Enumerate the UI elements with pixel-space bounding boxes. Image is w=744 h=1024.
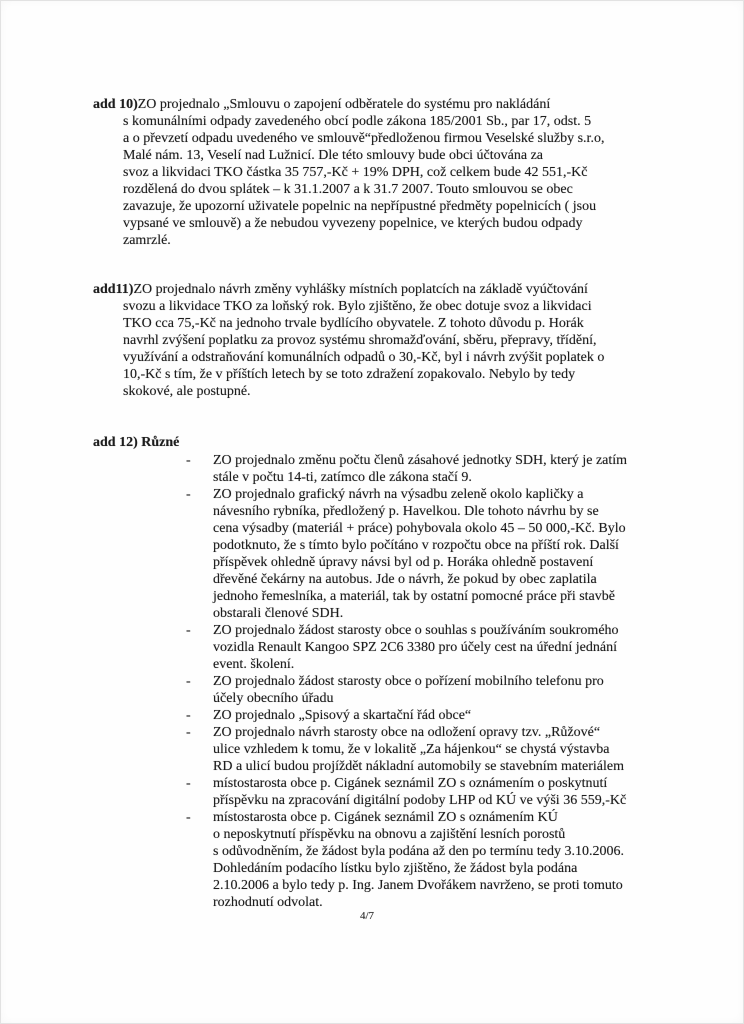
dash-bullet: - <box>186 623 191 638</box>
list-item-line: ZO projednalo žádost starosty obce o pořízení mobilního telefonu pro <box>213 674 604 689</box>
list-item-text <box>213 452 676 486</box>
list-item-line: návesního rybníka, předložený p. Havelkou. Dle tohoto návrhu by se <box>213 504 599 519</box>
paragraph-line: zavazuje, že upozorní uživatele popelnic na nepřípustné předměty popelnicích ( jsou <box>123 199 597 214</box>
dash-bullet: - <box>186 810 191 825</box>
paragraph-first-line <box>93 281 673 298</box>
paragraph-line: využívání a odstraňování komunálních odpadů o 30,-Kč, byl i návrh zvýšit poplatek o <box>123 350 605 365</box>
list-item-line: obstarali členové SDH. <box>213 606 344 621</box>
list-item-line: místostarosta obce p. Cigánek seznámil ZO s oznámením KÚ <box>213 810 558 825</box>
list-item <box>186 673 676 707</box>
paragraph-line: s komunálními odpady zavedeného obcí podle zákona 185/2001 Sb., par 17, odst. 5 <box>123 114 592 129</box>
paragraph-line: navrhl zvýšení poplatku za provoz systému shromažďování, sběru, přepravy, třídění, <box>123 333 597 348</box>
paragraph-add-10 <box>93 96 673 249</box>
paragraph-line: zamrzlé. <box>123 233 171 248</box>
list-item-line: ZO projednalo žádost starosty obce o souhlas s používáním soukromého <box>213 623 619 638</box>
list-item-line: ZO projednalo „Spisový a skartační řád obce“ <box>213 708 472 723</box>
list-item-line: jednoho řemeslníka, a materiál, tak by ostatní pomocné práce při stavbě <box>213 589 615 604</box>
list-item <box>186 707 676 724</box>
list-item-line: s odůvodněním, že žádost byla podána až den po termínu tedy 3.10.2006. <box>213 844 624 859</box>
paragraph-text: ZO projednalo návrh změny vyhlášky místních poplatcích na základě vyúčtování <box>133 282 588 297</box>
list-item-line: rozhodnutí odvolat. <box>213 895 323 910</box>
list-item-line: RD a ulicí budou projíždět nákladní automobily se stavebním materiálem <box>213 759 624 774</box>
list-item-line: ZO projednalo grafický návrh na výsadbu zeleně okolo kapličky a <box>213 487 584 502</box>
paragraph-line: rozdělená do dvou splátek – k 31.1.2007 a k 31.7 2007. Touto smlouvou se obec <box>123 182 573 197</box>
paragraph-line: vypsané ve smlouvě) a že nebudou vyvezeny popelnice, ve kterých budou odpady <box>123 216 583 231</box>
list-item-text <box>213 673 676 707</box>
paragraph-line: TKO cca 75,-Kč na jednoho trvale bydlícího obyvatele. Z tohoto důvodu p. Horák <box>123 316 584 331</box>
list-item-line: cena výsadby (materiál + práce) pohybovala okolo 45 – 50 000,-Kč. Bylo <box>213 521 626 536</box>
list-item-line: stále v počtu 14-ti, zatímco dle zákona stačí 9. <box>213 470 472 485</box>
list-item-line: místostarosta obce p. Cigánek seznámil ZO s oznámením o poskytnutí <box>213 776 608 791</box>
dash-bullet: - <box>186 674 191 689</box>
list-item <box>186 452 676 486</box>
list-item-line: 2.10.2006 a bylo tedy p. Ing. Janem Dvořákem navrženo, se proti tomuto <box>213 878 623 893</box>
list-item-line: dřevěné čekárny na autobus. Jde o návrh, že pokud by obec zaplatila <box>213 572 597 587</box>
list-item-line: příspěvek ohledně úpravy návsi byl od p. Horáka ohledně postavení <box>213 555 594 570</box>
list-item <box>186 775 676 809</box>
section-heading-add-12: add 12) Různé <box>93 435 180 450</box>
paragraph-line: svozu a likvidace TKO za loňský rok. Bylo zjištěno, že obec dotuje svoz a likvidaci <box>123 299 592 314</box>
misc-items-list <box>186 452 676 911</box>
page-number: 4/7 <box>359 910 375 922</box>
list-item-text <box>213 622 676 673</box>
paragraph-line: a o převzetí odpadu uvedeného ve smlouvě“předloženou firmou Veselské služby s.r.o, <box>123 131 605 146</box>
paragraph-line: skokové, ale postupné. <box>123 384 251 399</box>
paragraph-text: ZO projednalo „Smlouvu o zapojení odběratele do systému pro nakládání <box>137 97 551 112</box>
list-item <box>186 809 676 911</box>
list-item-line: ZO projednalo změnu počtu členů zásahové jednotky SDH, který je zatím <box>213 453 628 468</box>
dash-bullet: - <box>186 776 191 791</box>
dash-bullet: - <box>186 725 191 740</box>
list-item <box>186 486 676 622</box>
dash-bullet: - <box>186 453 191 468</box>
dash-bullet: - <box>186 708 191 723</box>
list-item <box>186 724 676 775</box>
paragraph-line: 10,-Kč s tím, že v příštích letech by se toto zdražení zopakovalo. Nebylo by tedy <box>123 367 576 382</box>
list-item-line: o neposkytnutí příspěvku na obnovu a zajištění lesních porostů <box>213 827 566 842</box>
list-item-line: ulice vzhledem k tomu, že v lokalitě „Za hájenkou“ se chystá výstavba <box>213 742 610 757</box>
list-item-line: event. školení. <box>213 657 295 672</box>
list-item-line: vozidla Renault Kangoo SPZ 2C6 3380 pro účely cest na úřední jednání <box>213 640 617 655</box>
list-item-line: příspěvku na zpracování digitální podoby LHP od KÚ ve výši 36 559,-Kč <box>213 793 627 808</box>
list-item-text <box>213 809 676 911</box>
list-item-text <box>213 724 676 775</box>
paragraph-add-11 <box>93 281 673 400</box>
list-item-line: podotknuto, že s tímto bylo počítáno v rozpočtu obce na příští rok. Další <box>213 538 619 553</box>
list-item-line: ZO projednalo návrh starosty obce na odložení opravy tzv. „Růžové“ <box>213 725 601 740</box>
paragraph-line: Malé nám. 13, Veselí nad Lužnicí. Dle této smlouvy bude obci účtována za <box>123 148 544 163</box>
list-item-text <box>213 775 676 809</box>
list-item-line: účely obecního úřadu <box>213 691 334 706</box>
paragraph-label: add11) <box>93 282 134 297</box>
list-item <box>186 622 676 673</box>
list-item-line: Dohledáním podacího lístku bylo zjištěno, že žádost byla podána <box>213 861 578 876</box>
dash-bullet: - <box>186 487 191 502</box>
paragraph-label: add 10) <box>93 97 138 112</box>
paragraph-first-line <box>93 96 673 113</box>
list-item-text <box>213 486 676 622</box>
paragraph-line: svoz a likvidaci TKO částka 35 757,-Kč + 19% DPH, což celkem bude 42 551,-Kč <box>123 165 588 180</box>
list-item-text <box>213 707 676 724</box>
